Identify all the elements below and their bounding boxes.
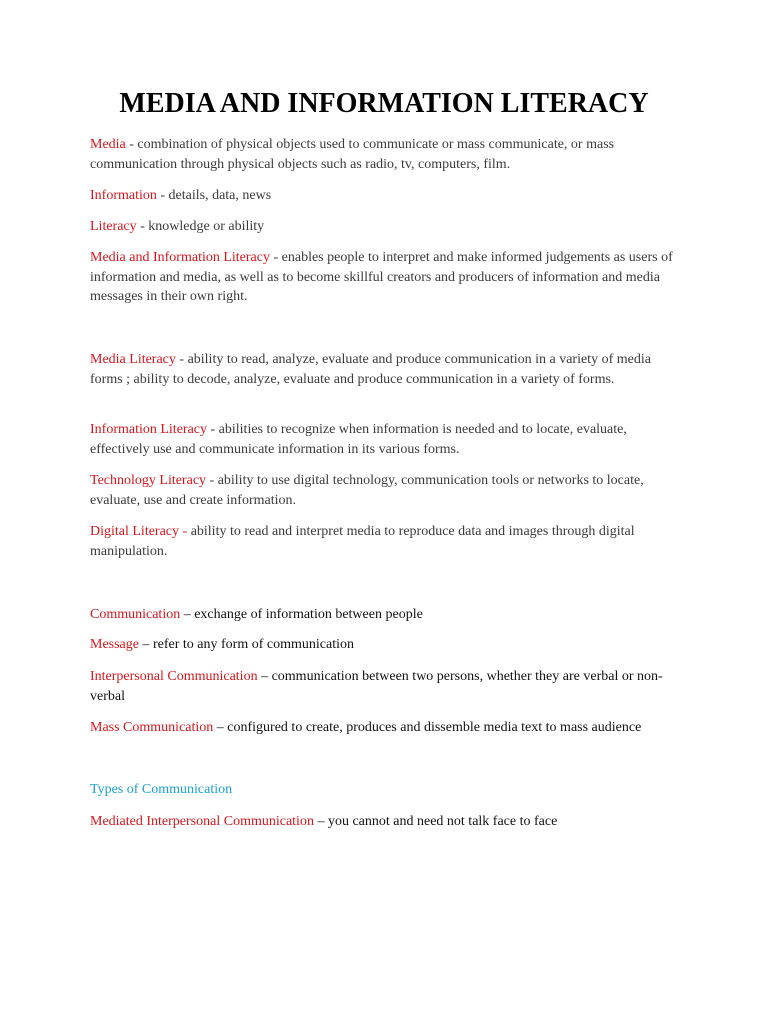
definition-text: – you cannot and need not talk face to face (313, 814, 558, 829)
definition-term: Mass Communication (90, 720, 214, 735)
definition-mass-communication (90, 718, 680, 738)
definition-text: - details, data, news (156, 188, 272, 203)
definition-interpersonal-communication (90, 667, 680, 706)
definition-term: Technology Literacy (90, 473, 207, 488)
definition-information-literacy (90, 420, 680, 459)
definition-information (90, 186, 680, 206)
definition-term: Communication (90, 607, 181, 622)
definition-digital-literacy (90, 522, 680, 561)
definition-text: ability to read and interpret media to reproduce data and images through digital manipulation. (90, 524, 635, 559)
definition-text: - ability to use digital technology, communication tools or networks to locate, evaluate, use and create information. (90, 473, 644, 508)
definition-mediated-interpersonal-communication (90, 812, 680, 832)
definition-term: Information (90, 188, 157, 203)
definition-term: Media (90, 137, 126, 152)
definition-media-and-information-literacy (90, 248, 680, 307)
definition-text: – configured to create, produces and dissemble media text to mass audience (213, 720, 642, 735)
definition-term: Media and Information Literacy (90, 250, 270, 265)
definition-text: – communication between two persons, whether they are verbal or non-verbal (90, 669, 663, 704)
definition-text: - knowledge or ability (136, 219, 265, 234)
page-title: MEDIA AND INFORMATION LITERACY (119, 88, 649, 119)
definition-media-literacy (90, 350, 680, 389)
definition-term: Mediated Interpersonal Communication (90, 814, 314, 829)
definition-technology-literacy (90, 471, 680, 510)
definition-term: Media Literacy (90, 352, 176, 367)
types-of-communication-heading: Types of Communication (90, 782, 233, 797)
definition-text: - enables people to interpret and make informed judgements as users of information and media, as well as to become skillful creators and producers of information and media messages in their own right. (90, 250, 673, 304)
definition-text: - abilities to recognize when information is needed and to locate, evaluate, effectively use and communicate information in its various forms. (90, 422, 627, 457)
definition-term: Digital Literacy - (90, 524, 188, 539)
definition-literacy (90, 217, 680, 237)
definition-text: – refer to any form of communication (139, 637, 354, 652)
definition-message (90, 635, 680, 655)
definition-media (90, 135, 680, 174)
definition-term: Information Literacy (90, 422, 208, 437)
definition-term: Literacy (90, 219, 137, 234)
definition-communication (90, 605, 680, 625)
definition-term: Interpersonal Communication (90, 669, 258, 684)
definition-term: Message (90, 637, 139, 652)
definition-text: - ability to read, analyze, evaluate and produce communication in a variety of media forms ; ability to decode, analyze, evaluate and produce communication in a variety of forms. (90, 352, 651, 387)
definition-text: – exchange of information between people (180, 607, 423, 622)
definition-text: - combination of physical objects used to communicate or mass communicate, or mass communication through physical objects such as radio, tv, computers, film. (90, 137, 615, 172)
